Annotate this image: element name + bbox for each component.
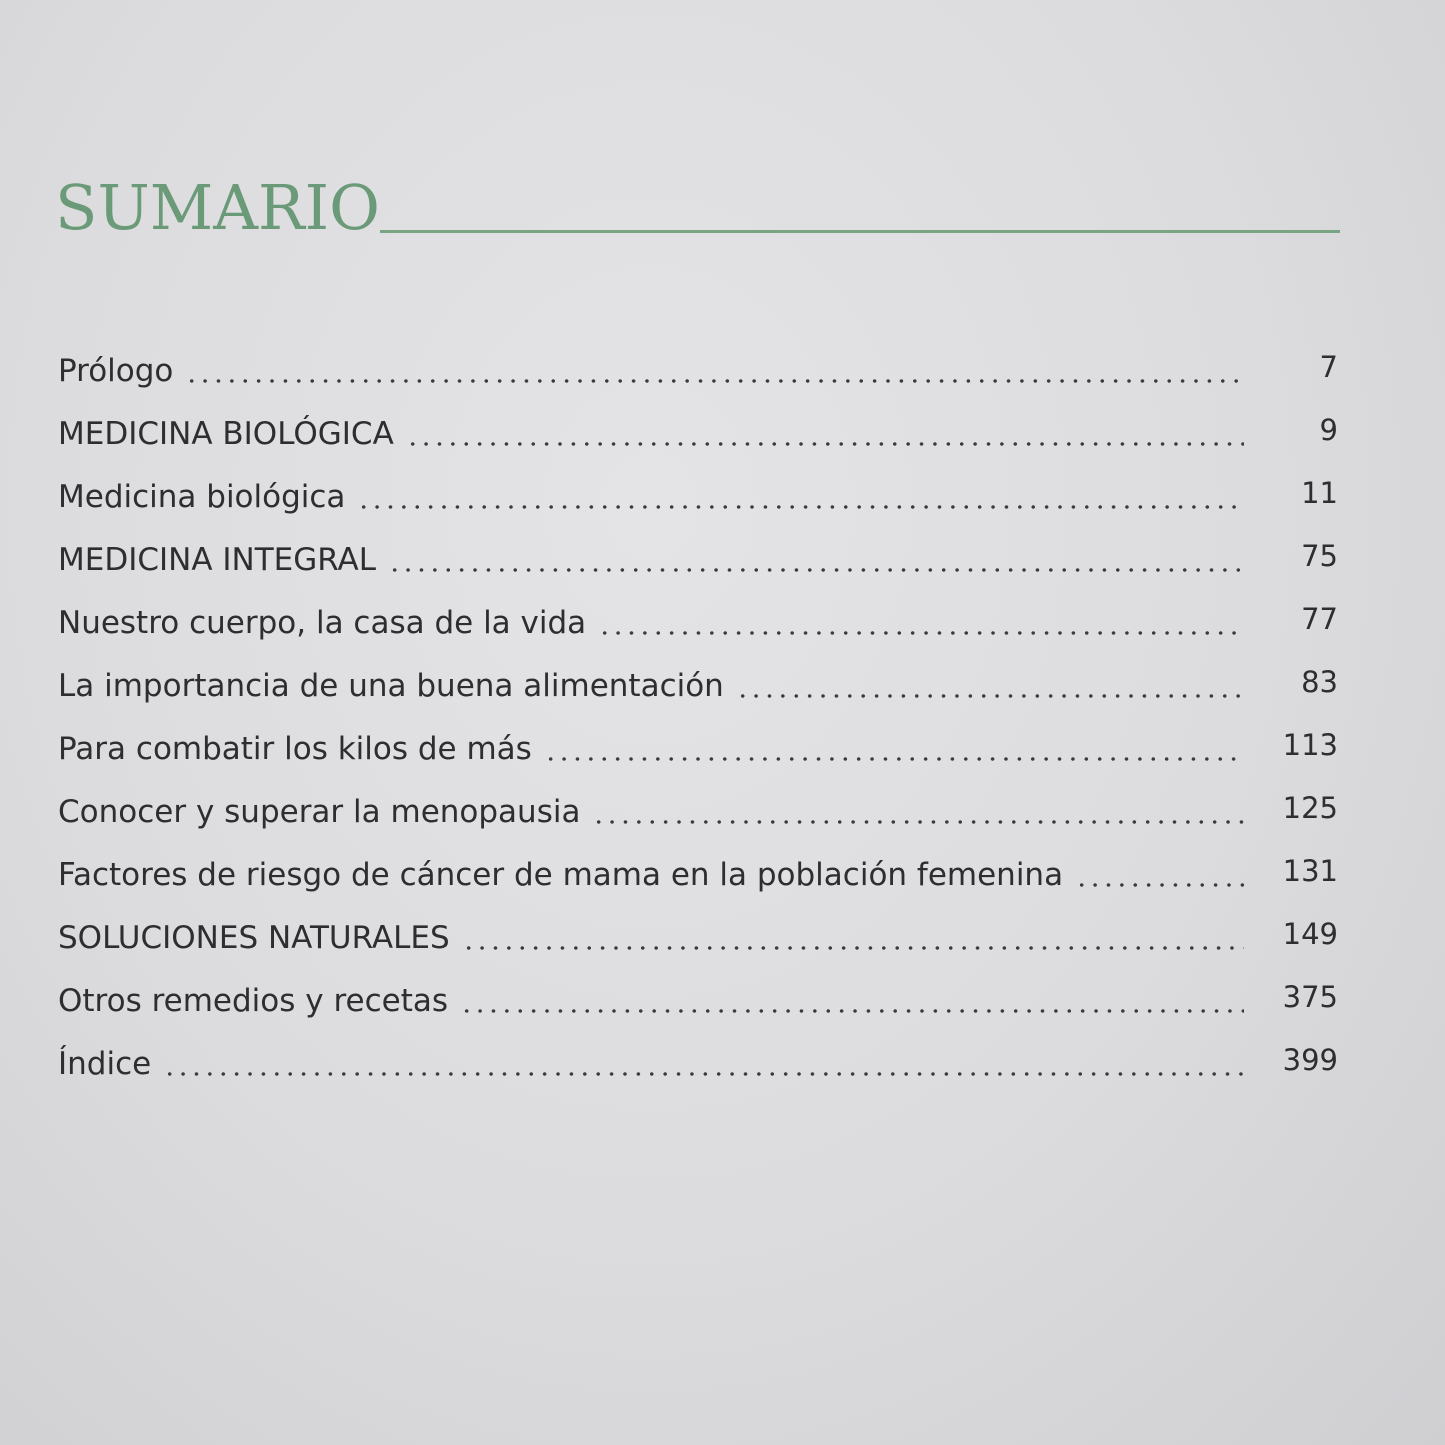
header <box>55 168 1340 248</box>
toc-entry <box>58 592 1338 655</box>
toc-entry-page: 83 <box>1301 664 1338 699</box>
toc-entry <box>58 466 1338 529</box>
toc-entry-title: Otros remedios y recetas <box>58 983 449 1019</box>
toc-entry <box>58 844 1338 907</box>
dot-leader <box>185 379 1244 383</box>
dot-leader <box>592 820 1244 824</box>
dot-leader <box>1075 883 1244 887</box>
toc-entry <box>58 907 1338 970</box>
toc-entry-page: 75 <box>1301 538 1338 573</box>
dot-leader <box>544 757 1244 761</box>
dot-leader <box>357 505 1244 509</box>
dot-leader <box>462 946 1244 950</box>
toc-entry-page: 375 <box>1282 979 1338 1014</box>
toc-entry-title: La importancia de una buena alimentación <box>58 668 724 704</box>
toc-entry <box>58 718 1338 781</box>
toc-entry <box>58 340 1338 403</box>
toc-entry-title: MEDICINA INTEGRAL <box>58 542 377 578</box>
toc-entry-page: 399 <box>1282 1042 1338 1077</box>
toc-entry <box>58 529 1338 592</box>
toc-entry-page: 113 <box>1282 727 1338 762</box>
toc-entry-page: 9 <box>1319 412 1338 447</box>
toc-entry-title: MEDICINA BIOLÓGICA <box>58 416 394 452</box>
dot-leader <box>163 1072 1244 1076</box>
toc-entry <box>58 655 1338 718</box>
dot-leader <box>460 1009 1244 1013</box>
toc-entry-page: 125 <box>1282 790 1338 825</box>
toc-entry-page: 149 <box>1282 916 1338 951</box>
toc-entry-title: Prólogo <box>58 353 174 389</box>
toc-entry-title: Nuestro cuerpo, la casa de la vida <box>58 605 587 641</box>
toc-entry <box>58 403 1338 466</box>
dot-leader <box>406 442 1244 446</box>
toc-entry-title: Conocer y superar la menopausia <box>58 794 581 830</box>
toc-entry-page: 11 <box>1301 475 1338 510</box>
toc-entry-title: Factores de riesgo de cáncer de mama en la población femenina <box>58 857 1064 893</box>
dot-leader <box>736 694 1244 698</box>
toc-entry <box>58 1033 1338 1096</box>
toc-entry-page: 77 <box>1301 601 1338 636</box>
toc-entry <box>58 970 1338 1033</box>
toc-entry-title: Para combatir los kilos de más <box>58 731 532 767</box>
toc-entry-page: 131 <box>1282 853 1338 888</box>
toc-entry-title: Medicina biológica <box>58 479 346 515</box>
page-title: SUMARIO <box>55 171 380 244</box>
dot-leader <box>388 568 1244 572</box>
title-underline <box>380 230 1340 233</box>
table-of-contents <box>58 340 1338 1096</box>
dot-leader <box>598 631 1244 635</box>
toc-entry <box>58 781 1338 844</box>
toc-entry-title: Índice <box>58 1046 152 1082</box>
toc-entry-title: SOLUCIONES NATURALES <box>58 920 450 956</box>
toc-entry-page: 7 <box>1319 349 1338 384</box>
